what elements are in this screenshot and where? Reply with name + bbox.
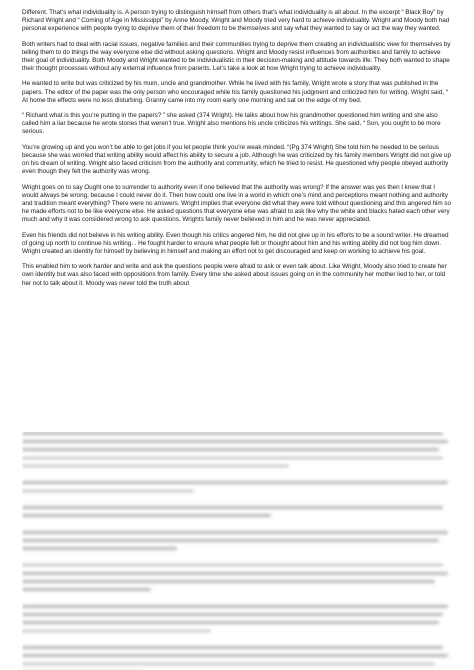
- paragraph: Different. That’s what individuality is. A person trying to distinguish himself from others that’s what individuality is all about. In the excerpt “ Black Boy” by Richard Wright and “ Coming of Age in Mississippi” by Anne Moody, Wright and Moody tried very hard to achieve individuality. Wright and Moody both had personal experience with people trying to deprive them of their freedom to be themselves and say what they wanted to say or act the way they wanted.: [22, 9, 450, 33]
- blurred-paragraph: [22, 564, 452, 591]
- paragraph: You’re growing up and you won’t be able to get jobs if you let people think you’re weak minded. “(Pg 374 Wright) She told him he needed to be serious because she was worried that writing ability would affect his ability to secure a job. Although he was criticized by his family members Wright did not give up on his dream of writing. Wright also faced criticism from the authority and community, which he tried to resist. He questioned why people obeyed authority even though they felt the authority was wrong.: [22, 143, 452, 176]
- blurred-paragraph: [22, 432, 452, 467]
- paragraph: This enabled him to work harder and write and ask the questions people were afraid to ask or even talk about. Like Wright, Moody also tried to create her own identity but was also faced with oppositions from family. Every time she asked about issues going on in the community her mother lied to her, or told her not to talk about it. Moody was never told the truth about: [22, 263, 447, 287]
- blurred-paragraph: [22, 506, 452, 517]
- paragraph: Even his friends did not believe in his writing ability. Even though his critics angered him, he did not give up in his efforts to be a sound writer. He dreamed of going up north to continue his writing. . He fought harder to ensure what people felt or thought about him and his writing ability did not bog him down. Wright created an identity for himself by believing in himself and making an effort not to get discouraged and keep on working to achieve his goal.: [22, 231, 449, 255]
- paragraph: Wright goes on to say Ought one to surrender to authority even if one believed that the authority was wrong? If the answer was yes then I knew that I would always be wrong, because I could never do it. Then how could one live in a world in which one’s mind and perceptions meant nothing and authority and tradition meant everything? There were no answers. Wright implies that everyone did what they were told without questioning and this angered him so he made efforts not to be like everyone else. He asked questions that everyone else was afraid to ask like why the white and blacks hated each other very much and why it was considered wrong to ask questions. Wrights family never believed in him and he was never appreciated.: [22, 183, 451, 224]
- paragraph: He wanted to write but was criticized by his mum, uncle and grandmother. While he lived with his family, Wright wrote a story that was published in the papers. The editor of the paper was the only person who encouraged while his family questioned his judgment and criticized him for writing. Wright said, “ At home the effects were no less disturbing. Granny came into my room early one morning and sat on the edge of my bed.: [22, 80, 448, 104]
- blurred-paragraph: [22, 605, 452, 632]
- paragraph: Both writers had to deal with racial issues, negative families and their communities trying to deprive them creating an individualistic view for themselves by telling them to do things the way everyone else did without asking questions. Wright and Moody resist influences from authorities and family to achieve their goal of individuality. Both Moody and Wright wanted to be individualistic in their decision-making and attitude towards life. They both wanted to shape their thought processes without any external influence from parents. Let’s take a look at how Wright trying to achieve individuality.: [22, 40, 451, 73]
- blurred-paragraph: [22, 646, 452, 670]
- paragraph: “ Richard what is this you’re putting in the papers? ” she asked (374 Wright). He talks about how his grandmother questioned him writing and she also called him a liar because he wrote stories that weren’t true. Wright also mentions his uncle criticizes his writings. She said, “ Son, you ought to be more serious.: [22, 112, 441, 136]
- blurred-paragraph: [22, 481, 452, 492]
- blurred-text-region: [22, 432, 452, 670]
- blurred-paragraph: [22, 531, 452, 550]
